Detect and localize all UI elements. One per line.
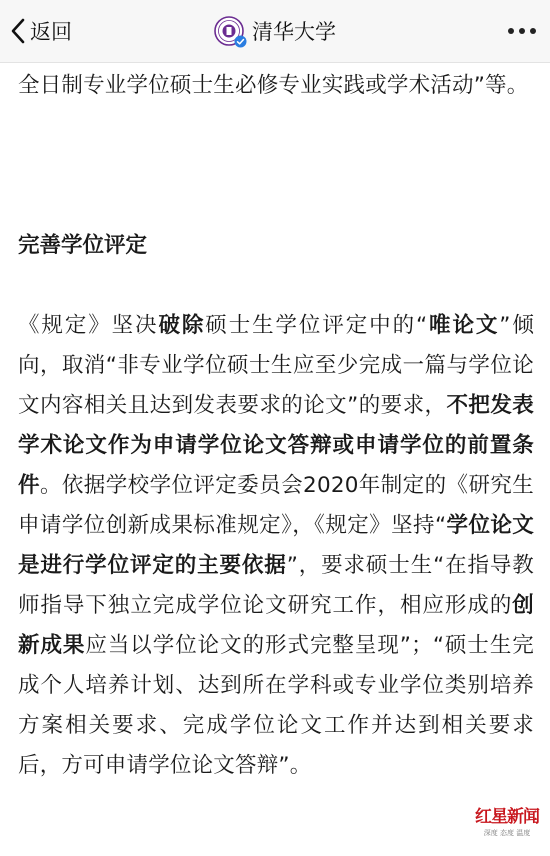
section-heading: 完善学位评定 <box>18 233 148 258</box>
text-segment: ”，要求硕士生“在指导教师指导下独立完成学位论文研究工作，相应形成的 <box>18 553 534 618</box>
more-button[interactable] <box>508 26 536 36</box>
account-name: 清华大学 <box>252 20 336 44</box>
more-dot <box>519 28 525 34</box>
text-segment: 。依据学校学位评定委员会2020年制定的《研究生申请学位创新成果标准规定》，《规定》坚持“ <box>18 473 534 538</box>
bold-segment: 破除 <box>158 313 206 338</box>
text-segment: 《规定》坚决 <box>18 313 159 338</box>
article-paragraph-2 <box>18 306 534 786</box>
account-header[interactable] <box>0 12 550 50</box>
text-segment: ”倾向，取消“非专业学位硕士生应至少完成一篇与学位论文内容相关且达到发表要求的论文”的要求， <box>18 313 535 418</box>
bold-segment: 创新成果 <box>18 593 534 658</box>
bold-segment: 不把发表学术论文作为申请学位论文答辩或申请学位的前置条件 <box>18 393 534 498</box>
article-body <box>18 66 535 778</box>
bold-segment: 学位论文是进行学位评定的主要依据 <box>18 513 534 578</box>
watermark-title: 红星新闻 <box>475 807 539 827</box>
back-label: 返回 <box>30 20 72 44</box>
more-dot <box>530 28 536 34</box>
watermark-slogan: 深度 态度 温度 <box>483 829 531 837</box>
top-nav-bar <box>0 0 550 63</box>
article-paragraph-1: 全日制专业学位硕士生必修专业实践或学术活动”等。 <box>18 73 529 98</box>
watermark-logo <box>472 806 542 850</box>
more-dot <box>508 28 514 34</box>
text-segment: 硕士生学位评定中的“ <box>205 313 428 338</box>
text-segment: 应当以学位论文的形式完整呈现”；“硕士生完成个人培养计划、达到所在学科或专业学位类别培养方案相关要求、完成学位论文工作并达到相关要求后，方可申请学位论文答辩”。 <box>18 633 534 778</box>
avatar[interactable] <box>214 16 244 46</box>
verified-badge-icon <box>234 35 247 48</box>
bold-segment: 唯论文 <box>427 313 500 338</box>
